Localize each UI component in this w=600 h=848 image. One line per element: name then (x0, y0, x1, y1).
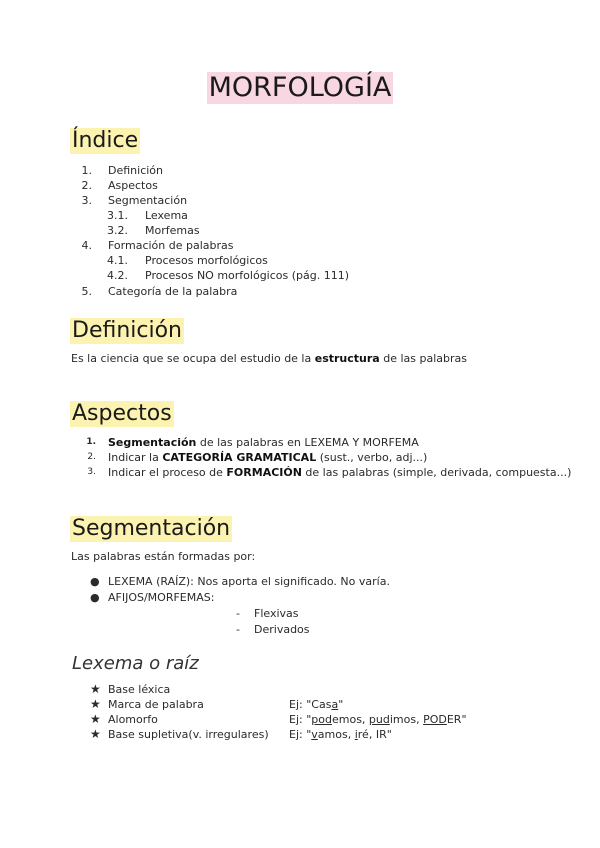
example-part: a (331, 698, 339, 711)
indice-item-label: Procesos morfológicos (145, 254, 268, 267)
aspectos-item-bold: Segmentación (108, 436, 197, 449)
segmentacion-heading-wrapper (70, 516, 232, 542)
example-prefix: Ej: " (289, 713, 312, 726)
indice-item-number: 1. (81, 164, 92, 177)
sub-flexivas: Flexivas (254, 607, 299, 620)
aspectos-heading-wrapper (70, 401, 174, 427)
example-part: ER (446, 713, 462, 726)
example-part: emos, (331, 713, 369, 726)
star-bullet-icon: ★ (90, 727, 101, 741)
definicion-text (71, 351, 467, 366)
aspectos-item-before: Indicar el proceso de (108, 466, 227, 479)
aspectos-item-number: 3. (87, 467, 96, 477)
star-bullet-icon: ★ (90, 682, 101, 696)
dash: - (236, 623, 240, 636)
definicion-heading-wrapper (70, 318, 184, 344)
lexema-row-example (289, 712, 467, 727)
aspectos-item-number: 1. (86, 437, 96, 447)
example-part: POD (423, 713, 447, 726)
aspectos-item-after: de las palabras (simple, derivada, compuesta...) (301, 466, 572, 479)
example-suffix: " (338, 698, 344, 711)
indice-item-label: Segmentación (108, 194, 188, 207)
indice-item-number: 3. (81, 194, 92, 207)
example-part: v (311, 728, 318, 741)
indice-item-label: Aspectos (108, 179, 158, 192)
indice-item-number: 4. (81, 239, 92, 252)
definicion-text-bold: estructura (314, 352, 380, 365)
star-bullet-icon: ★ (90, 712, 101, 726)
aspectos-heading: Aspectos (72, 401, 172, 426)
example-part: pud (368, 713, 390, 726)
example-part: amos, (317, 728, 355, 741)
aspectos-item-after: de las palabras en LEXEMA Y MORFEMA (196, 436, 419, 449)
bullet-dot: ● (90, 591, 100, 604)
page-title: MORFOLOGÍA (208, 72, 392, 103)
indice-item-label: Formación de palabras (108, 239, 234, 252)
segmentacion-heading: Segmentación (72, 516, 231, 541)
example-suffix: " (461, 713, 467, 726)
bullet-afijos: AFIJOS/MORFEMAS: (108, 591, 215, 604)
bullet-dot: ● (90, 575, 100, 588)
example-suffix: " (386, 728, 392, 741)
aspectos-item-bold: FORMACIÓN (226, 466, 302, 479)
lexema-heading: Lexema o raíz (72, 653, 199, 674)
lexema-row-label: Base supletiva(v. irregulares) (108, 728, 269, 741)
example-prefix: Ej: " (289, 728, 312, 741)
example-part: ré, IR (357, 728, 387, 741)
aspectos-item-before: Indicar la (108, 451, 163, 464)
dash: - (236, 607, 240, 620)
aspectos-item (108, 450, 427, 465)
indice-item-label: Definición (108, 164, 163, 177)
aspectos-item-after: (sust., verbo, adj...) (316, 451, 428, 464)
segmentacion-intro: Las palabras están formadas por: (71, 550, 256, 563)
star-bullet-icon: ★ (90, 697, 101, 711)
indice-item-label: Categoría de la palabra (108, 285, 238, 298)
indice-item-number: 3.2. (107, 224, 128, 237)
aspectos-item (108, 435, 419, 450)
indice-item-number: 5. (81, 285, 92, 298)
aspectos-item-number: 2. (87, 452, 96, 462)
example-prefix: Ej: " (289, 698, 312, 711)
indice-item-label: Lexema (145, 209, 188, 222)
definicion-heading: Definición (72, 318, 182, 343)
indice-item-label: Procesos NO morfológicos (pág. 111) (145, 269, 350, 282)
example-part: i (354, 728, 358, 741)
lexema-row-label: Marca de palabra (108, 698, 204, 711)
example-part: Cas (311, 698, 332, 711)
definicion-text-before: Es la ciencia que se ocupa del estudio de la (71, 352, 315, 365)
aspectos-item (108, 465, 571, 480)
indice-item-number: 2. (81, 179, 92, 192)
indice-heading: Índice (72, 128, 139, 153)
bullet-lexema: LEXEMA (RAÍZ): Nos aporta el significado. No varía. (108, 575, 390, 588)
lexema-row-example (289, 727, 392, 742)
example-part: pod (311, 713, 332, 726)
lexema-row-example (289, 697, 343, 712)
indice-item-label: Morfemas (145, 224, 200, 237)
sub-derivados: Derivados (254, 623, 310, 636)
indice-item-number: 4.1. (107, 254, 128, 267)
indice-item-number: 3.1. (107, 209, 128, 222)
indice-heading-wrapper (70, 128, 140, 154)
example-part: imos, (389, 713, 424, 726)
page-title-wrapper (0, 72, 600, 104)
lexema-row-label: Alomorfo (108, 713, 158, 726)
lexema-row-label: Base léxica (108, 683, 171, 696)
definicion-text-after: de las palabras (379, 352, 467, 365)
aspectos-item-bold: CATEGORÍA GRAMATICAL (162, 451, 317, 464)
indice-item-number: 4.2. (107, 269, 128, 282)
